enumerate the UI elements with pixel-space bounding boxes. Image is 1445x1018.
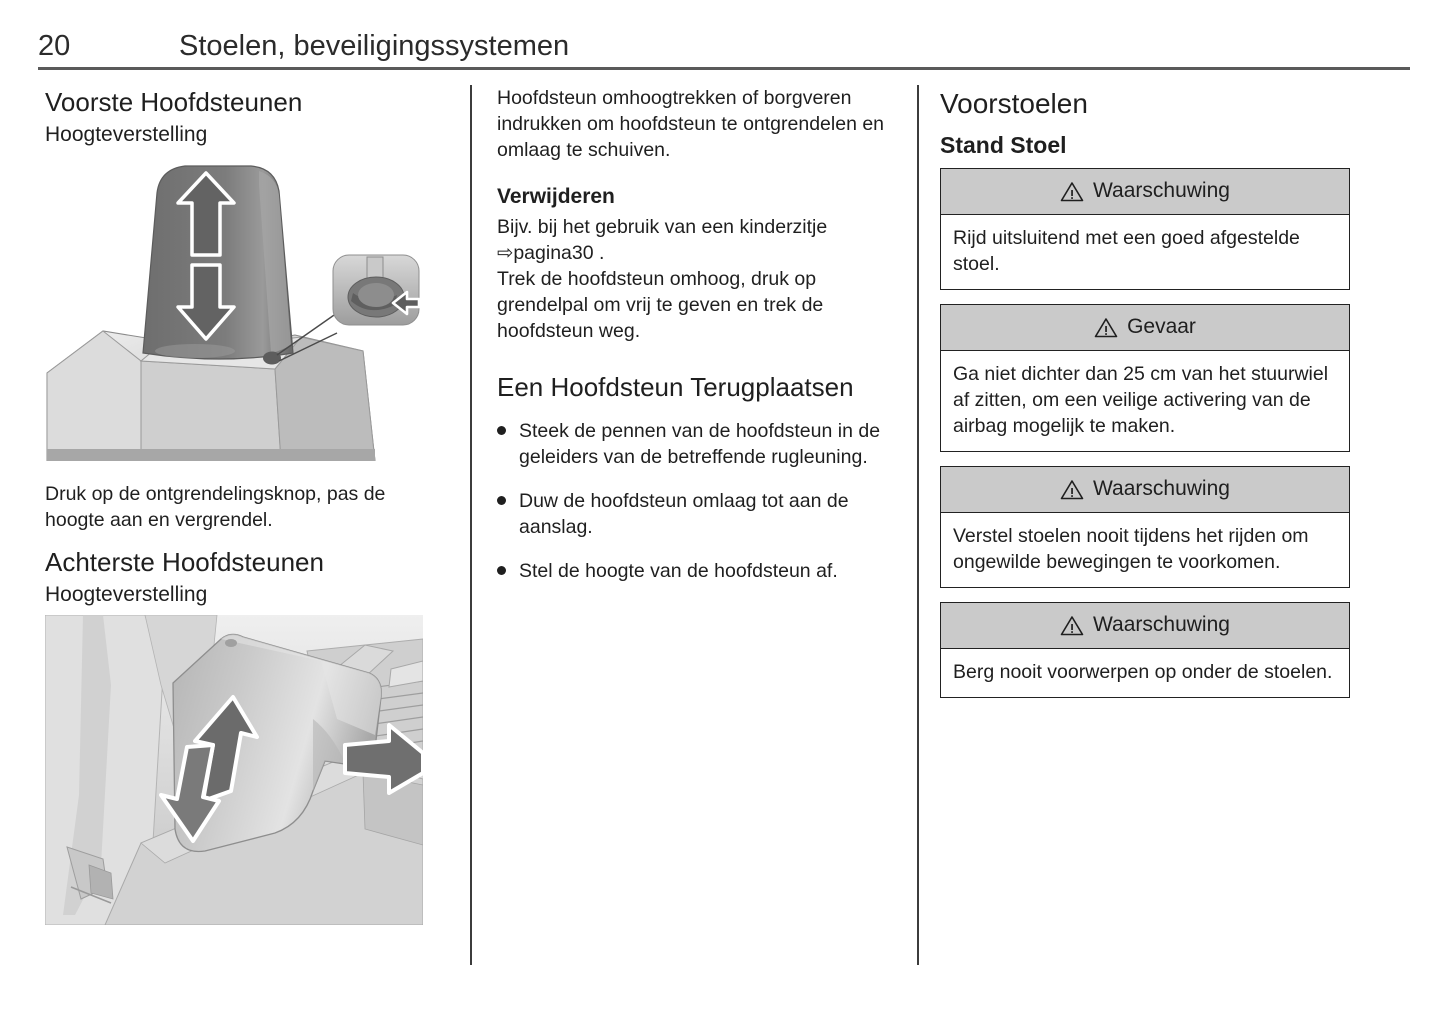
warning-box-title: Waarschuwing: [1093, 179, 1230, 202]
list-item-text: Duw de hoofdsteun omlaag tot aan de aanslag.: [519, 490, 849, 538]
page-title: Stoelen, beveiligingssystemen: [179, 30, 570, 62]
refit-headrest-steps: [497, 418, 897, 584]
warning-box-title: Gevaar: [1127, 315, 1196, 338]
warning-box-body: Ga niet dichter dan 25 cm van het stuurwiel af zitten, om een veilige activering van de airbag mogelijk te maken.: [953, 363, 1329, 437]
column-divider-2: [917, 85, 919, 965]
column-divider-1: [470, 85, 472, 965]
warning-box: [940, 602, 1350, 698]
front-headrest-instruction-text: Druk op de ontgrendelingsknop, pas de hoogte aan en vergrendel.: [45, 483, 386, 531]
warning-triangle-icon: [1060, 181, 1084, 202]
section-heading-rear-headrests: Achterste Hoofdsteunen: [45, 547, 324, 577]
section-heading-front-headrests: Voorste Hoofdsteunen: [45, 87, 303, 117]
warning-box: [940, 304, 1350, 452]
warning-box-title: Waarschuwing: [1093, 477, 1230, 500]
page-number: 20: [38, 30, 71, 62]
warning-box-title: Waarschuwing: [1093, 613, 1230, 636]
list-item: [497, 418, 897, 470]
warning-box-header: [941, 305, 1349, 351]
warning-box: [940, 466, 1350, 588]
warning-box-header: [941, 467, 1349, 513]
child-seat-usage-paragraph: Bijv. bij het gebruik van een kinderzitje: [497, 216, 828, 238]
left-column: [45, 85, 445, 975]
warning-box: [940, 168, 1350, 290]
right-column: [940, 85, 1350, 975]
subheading-remove: Verwijderen: [497, 185, 615, 208]
section-heading-refit-headrest: Een Hoofdsteun Terugplaatsen: [497, 372, 854, 402]
headrest-release-paragraph: Hoofdsteun omhoogtrekken of borgveren indrukken om hoofdsteun te ontgrendelen en omlaag te schuiven.: [497, 87, 885, 161]
bullet-dot-icon: [497, 426, 506, 435]
subheading-height-adjustment-front: Hoogteverstelling: [45, 123, 208, 146]
rear-headrest-illustration: [45, 615, 423, 925]
warning-box-body: Verstel stoelen nooit tijdens het rijden om ongewilde bewegingen te voorkomen.: [953, 525, 1309, 573]
page-columns: [0, 85, 1445, 975]
middle-column: [497, 85, 897, 975]
header-rule: [38, 67, 1410, 70]
warning-box-header: [941, 169, 1349, 215]
list-item: [497, 488, 897, 540]
bullet-dot-icon: [497, 496, 506, 505]
cross-reference-page30[interactable]: ⇨pagina30 .: [497, 242, 605, 264]
warning-triangle-icon: [1094, 317, 1118, 338]
list-item-text: Steek de pennen van de hoofdsteun in de geleiders van de betreffende rugleuning.: [519, 420, 881, 468]
list-item: [497, 558, 897, 584]
list-item-text: Stel de hoogte van de hoofdsteun af.: [519, 560, 838, 582]
subheading-seat-position: Stand Stoel: [940, 132, 1067, 158]
subheading-height-adjustment-rear: Hoogteverstelling: [45, 583, 208, 606]
warning-box-body: Berg nooit voorwerpen op onder de stoelen.: [953, 661, 1333, 683]
warning-triangle-icon: [1060, 615, 1084, 636]
bullet-dot-icon: [497, 566, 506, 575]
warning-box-header: [941, 603, 1349, 649]
page-header: [38, 30, 1410, 70]
remove-headrest-paragraph: Trek de hoofdsteun omhoog, druk op grendelpal om vrij te geven en trek de hoofdsteun weg.: [497, 268, 824, 342]
front-headrest-illustration: [45, 155, 423, 461]
section-heading-front-seats: Voorstoelen: [940, 88, 1088, 119]
warning-triangle-icon: [1060, 479, 1084, 500]
warning-box-body: Rijd uitsluitend met een goed afgestelde stoel.: [953, 227, 1300, 275]
